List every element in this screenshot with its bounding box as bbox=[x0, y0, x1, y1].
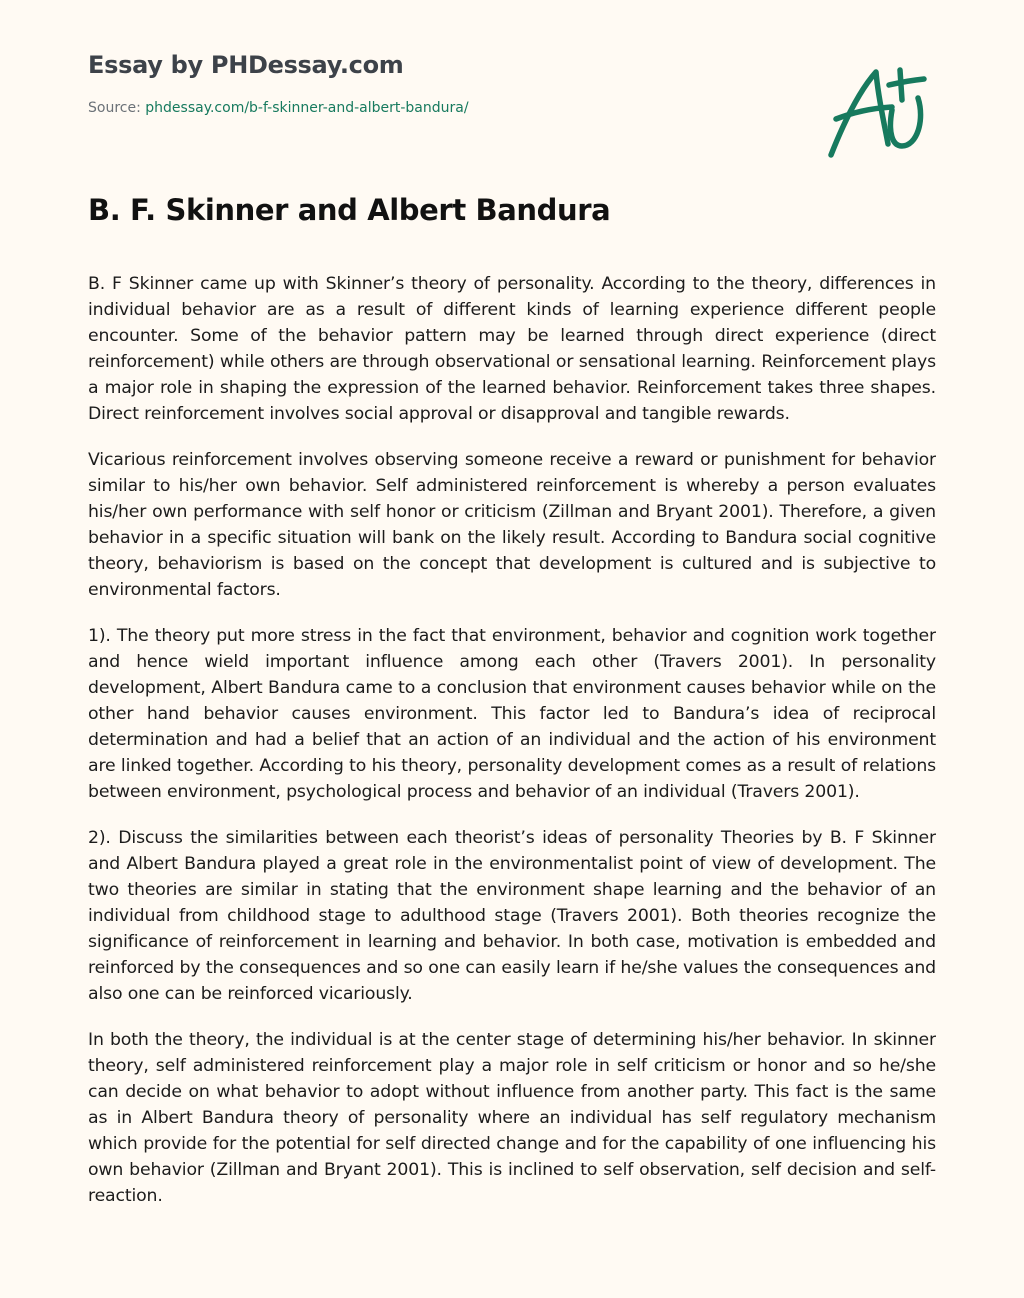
document-body bbox=[88, 271, 936, 1249]
source-line bbox=[88, 99, 469, 117]
site-brand: Essay by PHDessay.com bbox=[88, 51, 404, 79]
paragraph: Vicarious reinforcement involves observing someone receive a reward or punishment for behavior similar to his/her own behavior. Self administered reinforcement is whereby a person evaluates his/her own performance with self honor or criticism (Zillman and Bryant 2001). Therefore, a given behavior in a specific situation will bank on the likely result. According to Bandura social cognitive theory, behaviorism is based on the concept that development is cultured and is subjective to environmental factors. bbox=[88, 450, 936, 600]
source-label: Source: bbox=[88, 100, 141, 116]
source-link[interactable]: phdessay.com/b-f-skinner-and-albert-bandura/ bbox=[145, 100, 469, 116]
a-plus-grade-icon bbox=[822, 62, 932, 162]
paragraph: 2). Discuss the similarities between each theorist’s ideas of personality Theories by B. F Skinner and Albert Bandura played a great role in the environmentalist point of view of development. The two theories are similar in stating that the environment shape learning and the behavior of an individual from childhood stage to adulthood stage (Travers 2001). Both theories recognize the significance of reinforcement in learning and behavior. In both case, motivation is embedded and reinforced by the consequences and so one can easily learn if he/she values the consequences and also one can be reinforced vicariously. bbox=[88, 828, 936, 1004]
paragraph: B. F Skinner came up with Skinner’s theory of personality. According to the theory, differences in individual behavior are as a result of different kinds of learning experience different people encounter. Some of the behavior pattern may be learned through direct experience (direct reinforcement) while others are through observational or sensational learning. Reinforcement plays a major role in shaping the expression of the learned behavior. Reinforcement takes three shapes. Direct reinforcement involves social approval or disapproval and tangible rewards. bbox=[88, 274, 936, 424]
paragraph: 1). The theory put more stress in the fact that environment, behavior and cognition work together and hence wield important influence among each other (Travers 2001). In personality development, Albert Bandura came to a conclusion that environment causes behavior while on the other hand behavior causes environment. This factor led to Bandura’s idea of reciprocal determination and had a belief that an action of an individual and the action of his environment are linked together. According to his theory, personality development comes as a result of relations between environment, psychological process and behavior of an individual (Travers 2001). bbox=[88, 626, 936, 802]
document-title: B. F. Skinner and Albert Bandura bbox=[88, 193, 611, 227]
page-header bbox=[88, 48, 469, 117]
paragraph: In both the theory, the individual is at the center stage of determining his/her behavior. In skinner theory, self administered reinforcement play a major role in self criticism or honor and so he/she can decide on what behavior to adopt without influence from another party. This fact is the same as in Albert Bandura theory of personality where an individual has self regulatory mechanism which provide for the potential for self directed change and for the capability of one influencing his own behavior (Zillman and Bryant 2001). This is inclined to self observation, self decision and self-reaction. bbox=[88, 1030, 936, 1206]
